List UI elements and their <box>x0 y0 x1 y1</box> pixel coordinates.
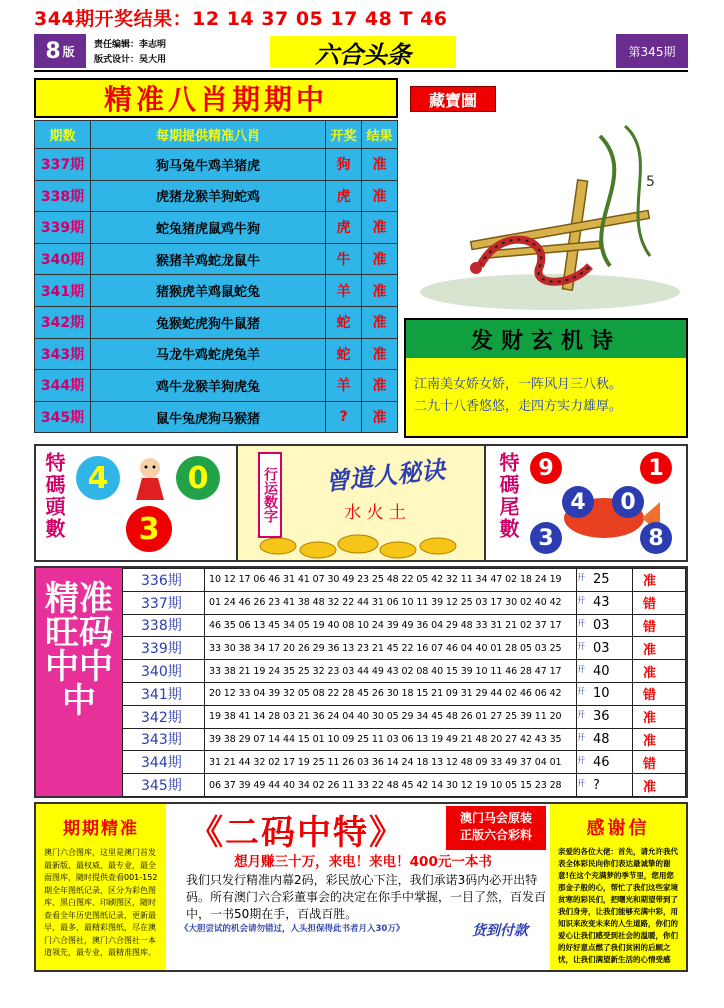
prediction-result: 准 <box>362 338 398 370</box>
prediction-period: 345期 <box>35 401 91 433</box>
lucky-row <box>123 774 686 797</box>
lucky-draw <box>577 705 633 728</box>
lucky-draw <box>577 591 633 614</box>
prediction-result: 准 <box>362 180 398 212</box>
lucky-draw <box>577 751 633 774</box>
prediction-row <box>35 338 398 370</box>
lucky-period: 336期 <box>123 569 205 592</box>
prediction-animals: 鸡牛龙猴羊狗虎兔 <box>91 370 326 402</box>
open-label: 开 <box>577 710 585 720</box>
prediction-row <box>35 275 398 307</box>
open-label: 开 <box>577 755 585 765</box>
prediction-result: 准 <box>362 149 398 181</box>
lucky-period: 340期 <box>123 660 205 683</box>
prediction-animals: 兔猴蛇虎狗牛鼠猪 <box>91 306 326 338</box>
prediction-period: 341期 <box>35 275 91 307</box>
lucky-row <box>123 569 686 592</box>
draw-value: 10 <box>593 686 610 702</box>
lucky-row <box>123 591 686 614</box>
thanks-title: 感谢信 <box>586 818 650 839</box>
lucky-draw <box>577 682 633 705</box>
draw-value: 46 <box>593 754 610 770</box>
edition-badge: 8 版 <box>34 34 86 68</box>
prediction-animals: 鼠牛兔虎狗马猴猪 <box>91 401 326 433</box>
prediction-result: 准 <box>362 306 398 338</box>
lucky-result: 错 <box>633 591 686 614</box>
lucky-result: 错 <box>633 751 686 774</box>
ad-slogan: 想月赚三十万，来电！来电！400元一本书 <box>234 854 492 870</box>
prediction-draw: 虎 <box>326 180 362 212</box>
head-digit-ball: 4 <box>76 456 120 500</box>
prediction-draw: ? <box>326 401 362 433</box>
prediction-row <box>35 401 398 433</box>
treasure-map-badge: 藏寶圖 <box>410 86 496 112</box>
tail-digit-ball: 3 <box>530 522 562 554</box>
prediction-table <box>34 120 398 433</box>
lucky-number-label: 行运数字 <box>258 452 282 538</box>
lucky-period: 341期 <box>123 682 205 705</box>
lucky-numbers: 19 38 41 14 28 03 21 36 24 04 40 30 05 29 34 45 48 26 01 27 25 39 11 20 <box>205 705 577 728</box>
lucky-period: 344期 <box>123 751 205 774</box>
ad-body: 我们只发行精准内幕2码，彩民放心下注，我们承诺3码内必开出特码。所有澳门六合彩董事会的决定在你手中掌握，一目了然，百发百中，一书50期在手，百战百胜。 <box>186 873 547 921</box>
thanks-text: 亲爱的各位大佬：首先，请允许我代表全体彩民向你们表达最诚挚的谢意!在这个充满梦的季节里，您用您那金子般的心，帮忙了我们这些家境贫寒的彩民们，把曙光和期望带到了我们身旁，让我们能够充满中彩，用知识来改变未来的人生道路，你们的爱心让我们感受到社会的温暖，你们的好好意点燃了我们贫困的后顾之忧，让我们满望新生活的心情受感 <box>558 847 678 964</box>
open-label: 开 <box>577 641 585 651</box>
editor-line: 责任编辑：李志明 <box>94 40 167 50</box>
designer-line: 版式设计：吴大用 <box>94 55 167 65</box>
head-digits-title: 特碼頭數 <box>42 452 66 540</box>
prediction-period: 342期 <box>35 306 91 338</box>
riddle-picture <box>410 116 688 312</box>
prediction-draw: 羊 <box>326 370 362 402</box>
lucky-result: 准 <box>633 637 686 660</box>
lucky-period: 342期 <box>123 705 205 728</box>
prediction-row <box>35 370 398 402</box>
draw-value: 03 <box>593 617 610 633</box>
prediction-period: 340期 <box>35 243 91 275</box>
head-digit-ball: 3 <box>126 506 172 552</box>
lucky-numbers: 01 24 46 26 23 41 38 48 32 22 44 31 06 10 11 39 12 25 03 17 30 02 40 42 <box>205 591 577 614</box>
lucky-period: 345期 <box>123 774 205 797</box>
draw-value: 36 <box>593 709 610 725</box>
paper-title: 六合头条 <box>270 36 456 68</box>
lucky-row <box>123 614 686 637</box>
draw-result-headline: 344期开奖结果：12 14 37 05 17 48 T 46 <box>34 8 448 30</box>
prediction-draw: 虎 <box>326 212 362 244</box>
lucky-numbers: 20 12 33 04 39 32 05 08 22 28 45 26 30 18 15 21 09 31 29 44 02 46 06 42 <box>205 682 577 705</box>
prediction-draw: 牛 <box>326 243 362 275</box>
lucky-numbers: 10 12 17 06 46 31 41 07 30 49 23 25 48 22 05 42 32 11 34 47 02 18 24 19 <box>205 569 577 592</box>
prediction-period: 338期 <box>35 180 91 212</box>
ad-left-title: 期期精准 <box>63 819 139 839</box>
five-elements: 水 火 土 <box>344 503 406 523</box>
macau-line: 正版六合彩料 <box>459 828 532 842</box>
lucky-result: 准 <box>633 728 686 751</box>
prediction-period: 339期 <box>35 212 91 244</box>
lucky-period: 337期 <box>123 591 205 614</box>
poem-title: 发财玄机诗 <box>406 320 686 358</box>
lucky-draw <box>577 774 633 797</box>
prediction-animals: 狗马兔牛鸡羊猪虎 <box>91 149 326 181</box>
prediction-animals: 猪猴虎羊鸡鼠蛇兔 <box>91 275 326 307</box>
lucky-draw <box>577 569 633 592</box>
prediction-animals: 虎猪龙猴羊狗蛇鸡 <box>91 180 326 212</box>
svg-text:5: 5 <box>646 174 655 190</box>
lucky-numbers: 31 21 44 32 02 17 19 25 11 26 03 36 14 24 18 13 12 48 09 33 49 37 04 01 <box>205 751 577 774</box>
prediction-animals: 蛇兔猪虎鼠鸡牛狗 <box>91 212 326 244</box>
draw-value: 03 <box>593 640 610 656</box>
prediction-result: 准 <box>362 243 398 275</box>
lucky-numbers: 46 35 06 13 45 34 05 19 40 08 10 24 39 49 36 04 29 48 33 31 21 02 37 17 <box>205 614 577 637</box>
macau-line: 澳门马会原装 <box>459 811 532 825</box>
ad-left-box <box>36 804 166 970</box>
prediction-row <box>35 243 398 275</box>
prediction-period: 344期 <box>35 370 91 402</box>
tail-digit-ball: 4 <box>562 486 594 518</box>
prediction-row <box>35 306 398 338</box>
lucky-result: 准 <box>633 705 686 728</box>
draw-value: 25 <box>593 572 610 588</box>
tail-digit-ball: 8 <box>640 522 672 554</box>
lucky-row <box>123 637 686 660</box>
lucky-row <box>123 728 686 751</box>
draw-value: 48 <box>593 731 610 747</box>
draw-value: ? <box>593 777 600 793</box>
draw-value: 43 <box>593 595 610 611</box>
ad-main-title: 《二码中特》 <box>189 812 405 853</box>
tail-digit-ball: 9 <box>530 452 562 484</box>
lucky-numbers-table <box>122 568 686 797</box>
prediction-draw: 羊 <box>326 275 362 307</box>
prediction-result: 准 <box>362 275 398 307</box>
open-label: 开 <box>577 778 585 788</box>
head-digit-ball: 0 <box>176 456 220 500</box>
editor-credits <box>94 38 166 68</box>
poem-line: 二九十八香悠悠，走四方实力雄厚。 <box>414 399 623 414</box>
cash-on-delivery: 货到付款 <box>472 923 528 939</box>
lucky-row <box>123 682 686 705</box>
open-label: 开 <box>577 664 585 674</box>
thanks-box <box>550 804 686 970</box>
lucky-child-icon <box>122 450 178 506</box>
lucky-numbers: 33 30 38 34 17 20 26 29 36 13 23 21 45 22 16 07 46 04 40 01 28 05 03 25 <box>205 637 577 660</box>
lucky-numbers: 39 38 29 07 14 44 15 01 10 09 25 11 03 06 13 19 49 21 48 20 27 42 43 35 <box>205 728 577 751</box>
tail-digit-ball: 0 <box>612 486 644 518</box>
lucky-result: 准 <box>633 569 686 592</box>
lucky-result: 错 <box>633 682 686 705</box>
prediction-col-header: 每期提供精准八肖 <box>91 121 326 149</box>
prediction-row <box>35 212 398 244</box>
open-label: 开 <box>577 732 585 742</box>
prediction-result: 准 <box>362 401 398 433</box>
prediction-col-header: 结果 <box>362 121 398 149</box>
prediction-animals: 猴猪羊鸡蛇龙鼠牛 <box>91 243 326 275</box>
issue-number: 第345期 <box>616 34 688 68</box>
prediction-title: 精准八肖期期中 <box>34 78 398 118</box>
tail-digit-ball: 1 <box>640 452 672 484</box>
ad-left-text: 澳门六合图库，这里是澳门首发最新版、最权威、最专业，最全面图库，随时提供查看001-152期全年图纸记录，区分为彩色图库、黑白图库、印刷图区，随时查看全年历史图纸记录，更新最早，最多，最精彩图纸，尽在澳门六合图社，澳门六合图社一本道领先，最专业，最精准图库。 <box>44 848 158 957</box>
open-label: 开 <box>577 573 585 583</box>
draw-value: 40 <box>593 663 610 679</box>
mystery-title: 曾道人秘诀 <box>324 455 447 497</box>
prediction-draw: 狗 <box>326 149 362 181</box>
prediction-result: 准 <box>362 370 398 402</box>
open-label: 开 <box>577 596 585 606</box>
tail-digits-title: 特碼尾數 <box>496 452 520 540</box>
poem-box <box>404 318 688 438</box>
lucky-draw <box>577 637 633 660</box>
poem-line: 江南美女娇女娇，一阵风月三八秋。 <box>414 377 623 392</box>
prediction-draw: 蛇 <box>326 338 362 370</box>
lucky-result: 准 <box>633 660 686 683</box>
poem-text <box>406 358 686 418</box>
lucky-numbers: 33 38 21 19 24 35 25 32 23 03 44 49 43 02 08 40 15 39 10 11 46 28 47 17 <box>205 660 577 683</box>
lucky-result: 准 <box>633 774 686 797</box>
prediction-row <box>35 149 398 181</box>
open-label: 开 <box>577 618 585 628</box>
ad-note: 《大胆尝试的机会请勿错过，人头担保得此书者月入30万》 <box>180 924 405 934</box>
lucky-draw <box>577 660 633 683</box>
lucky-row <box>123 751 686 774</box>
prediction-period: 343期 <box>35 338 91 370</box>
prediction-draw: 蛇 <box>326 306 362 338</box>
lucky-numbers-title: 精准旺码中中中 <box>36 568 122 796</box>
prediction-col-header: 开奖 <box>326 121 362 149</box>
prediction-animals: 马龙牛鸡蛇虎兔羊 <box>91 338 326 370</box>
lucky-numbers: 06 37 39 49 44 40 34 02 26 11 33 22 48 45 42 14 30 12 19 10 05 15 23 28 <box>205 774 577 797</box>
lucky-period: 338期 <box>123 614 205 637</box>
lucky-period: 339期 <box>123 637 205 660</box>
prediction-row <box>35 180 398 212</box>
prediction-period: 337期 <box>35 149 91 181</box>
lucky-draw <box>577 728 633 751</box>
lucky-draw <box>577 614 633 637</box>
lucky-period: 343期 <box>123 728 205 751</box>
macau-badge <box>446 806 546 850</box>
prediction-col-header: 期数 <box>35 121 91 149</box>
lucky-row <box>123 705 686 728</box>
lucky-result: 错 <box>633 614 686 637</box>
lucky-row <box>123 660 686 683</box>
open-label: 开 <box>577 687 585 697</box>
prediction-result: 准 <box>362 212 398 244</box>
